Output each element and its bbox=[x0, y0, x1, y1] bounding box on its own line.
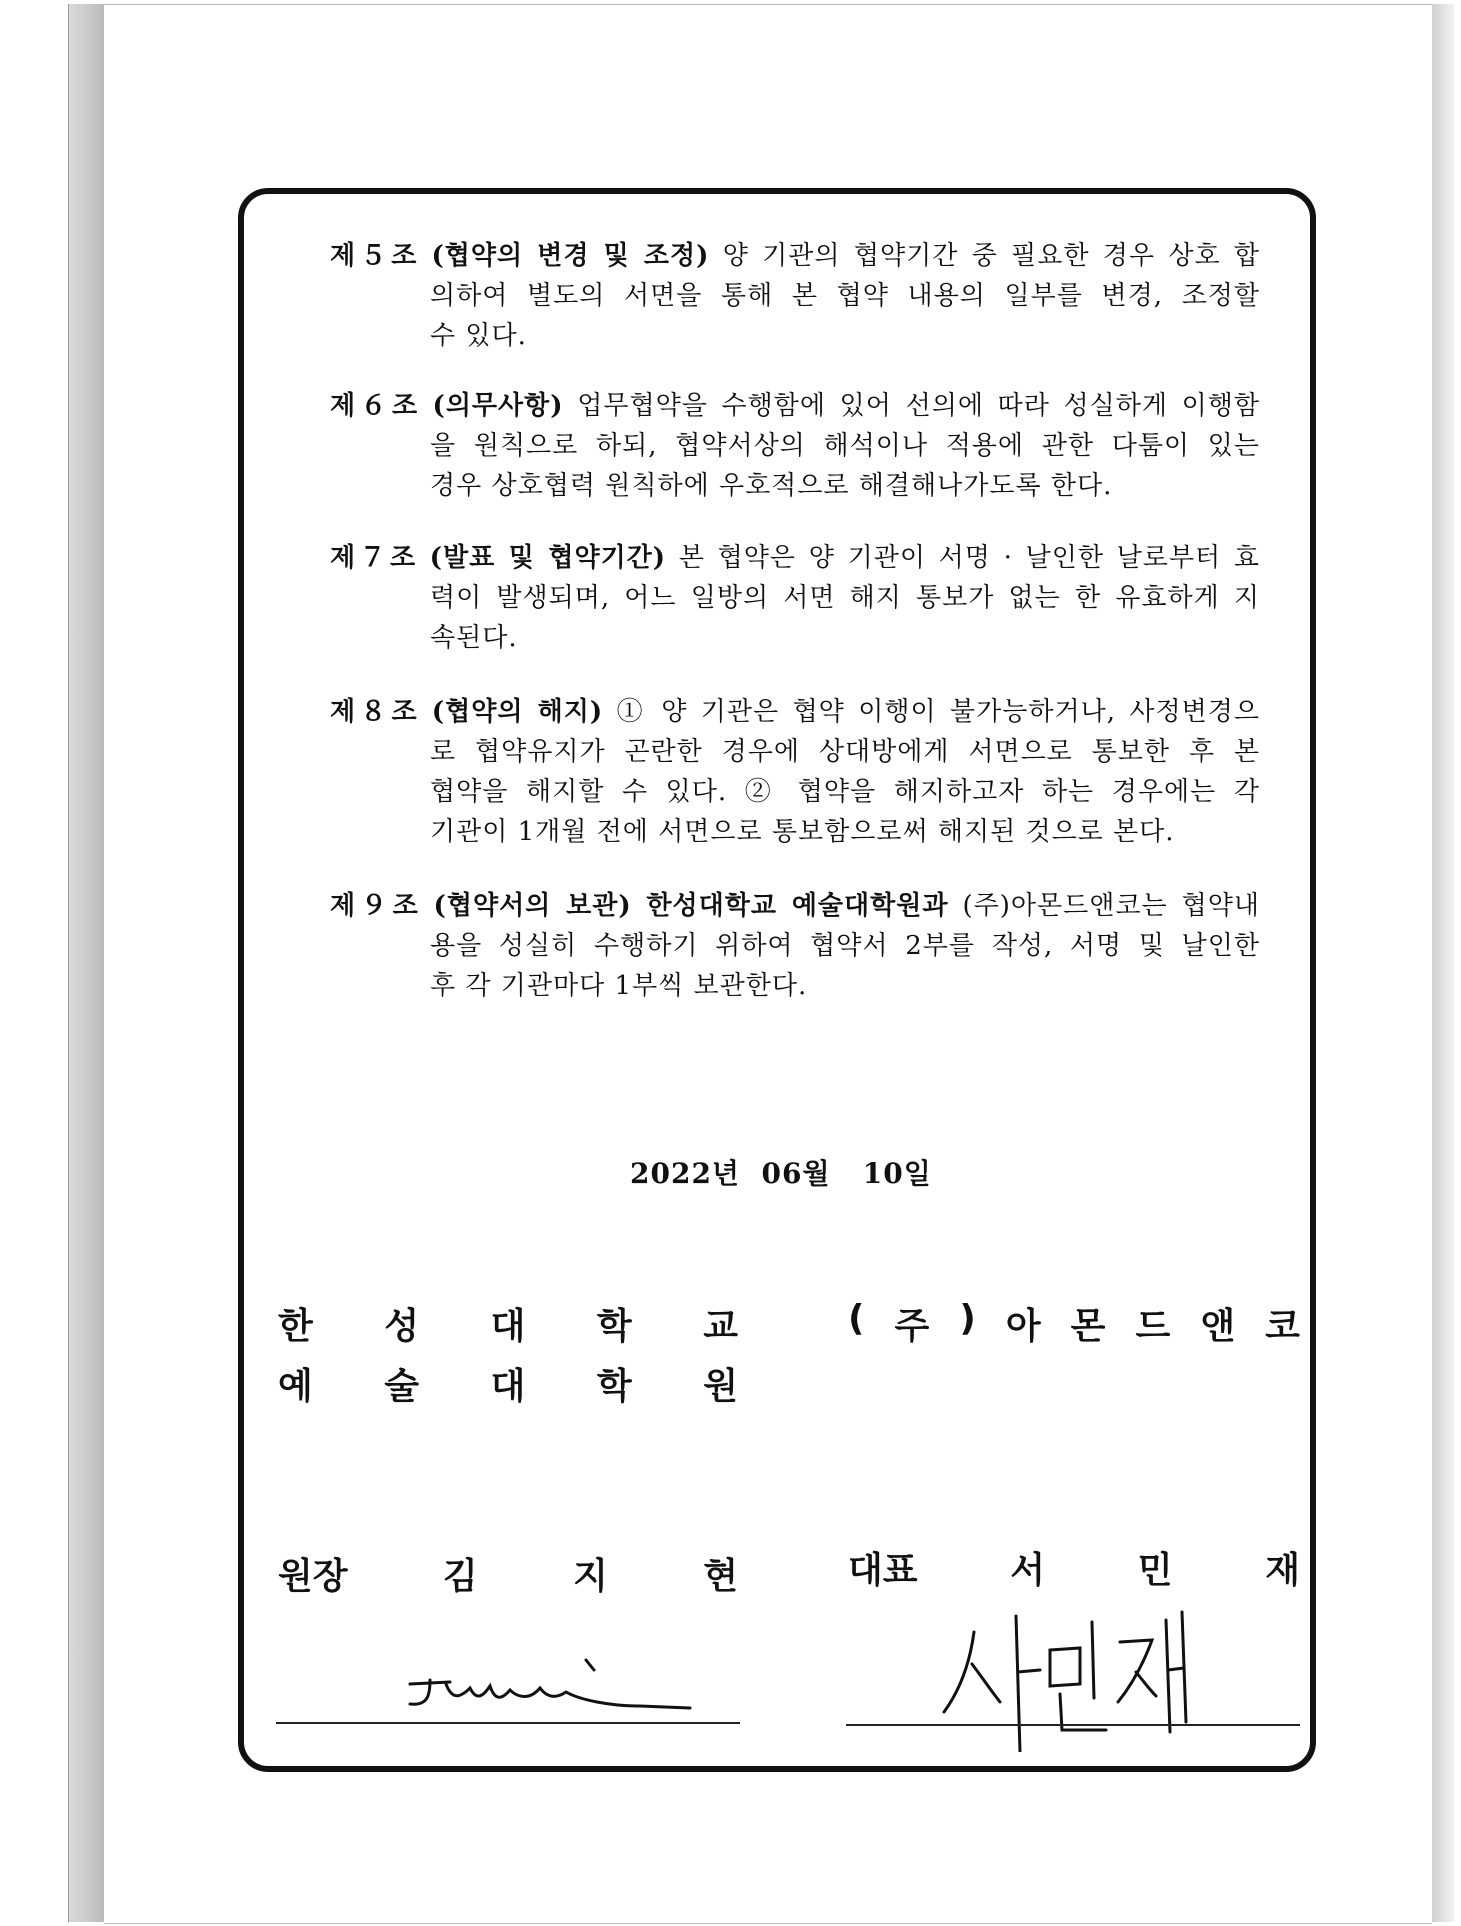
binding-spine bbox=[68, 4, 106, 1922]
party-left-char: 현 bbox=[703, 1556, 738, 1597]
party-right-char: 드 bbox=[1135, 1306, 1171, 1347]
party-left-char: 원 bbox=[703, 1366, 738, 1407]
article-7-heading: 제７조 (발표 및 협약기간) bbox=[330, 543, 667, 573]
article-8-line1: ① 양 기관은 협약 이행이 불가능하거나, 사정변경으 bbox=[616, 697, 1260, 727]
article-9-line2: 용을 성실히 수행하기 위하여 협약서 2부를 작성, 서명 및 날인한 bbox=[430, 931, 1260, 961]
signature-left-icon bbox=[390, 1640, 710, 1720]
article-9-heading: 제９조 (협약서의 보관) 한성대학교 예술대학원과 bbox=[330, 891, 949, 921]
party-right-char: 서 bbox=[1010, 1550, 1046, 1591]
article-7-line3: 속된다. bbox=[430, 623, 518, 653]
article-8-line2: 로 협약유지가 곤란한 경우에 상대방에게 서면으로 통보한 후 본 bbox=[430, 737, 1260, 767]
article-6-line1: 업무협약을 수행함에 있어 선의에 따라 성실하게 이행함 bbox=[577, 391, 1261, 421]
article-8-heading: 제８조 (협약의 해지) bbox=[330, 697, 604, 727]
article-5-line2: 의하여 별도의 서면을 통해 본 협약 내용의 일부를 변경, 조정할 bbox=[430, 281, 1260, 311]
signature-line-left bbox=[276, 1722, 740, 1724]
article-9-line3: 후 각 기관마다 1부씩 보관한다. bbox=[430, 971, 808, 1001]
party-left-char: 지 bbox=[573, 1556, 608, 1597]
party-left-char: 학 bbox=[596, 1366, 632, 1407]
party-right-char: ) bbox=[959, 1298, 976, 1339]
party-left-representative bbox=[278, 1548, 738, 1599]
party-left-char: 예 bbox=[278, 1366, 313, 1407]
party-left-char: 한 bbox=[278, 1306, 313, 1347]
party-left-char: 성 bbox=[384, 1306, 420, 1347]
party-left-char: 김 bbox=[442, 1556, 478, 1597]
party-right-char: 재 bbox=[1265, 1550, 1300, 1591]
party-left-name-line2 bbox=[278, 1358, 738, 1409]
article-8 bbox=[330, 692, 1260, 852]
agreement-date: 2022년 06월 10일 bbox=[630, 1157, 932, 1190]
party-left-char: 학 bbox=[596, 1306, 632, 1347]
party-right-representative bbox=[848, 1542, 1300, 1593]
article-6-heading: 제６조 (의무사항) bbox=[330, 391, 564, 421]
party-left-char: 대 bbox=[490, 1306, 526, 1347]
party-left-char: 술 bbox=[384, 1366, 420, 1407]
article-8-line4: 기관이 1개월 전에 서면으로 통보함으로써 해지된 것으로 본다. bbox=[430, 817, 1175, 847]
party-left-char: 대 bbox=[490, 1366, 526, 1407]
party-left-title: 원장 bbox=[278, 1556, 348, 1597]
article-9-line1: (주)아몬드앤코는 협약내 bbox=[962, 891, 1260, 921]
page-shadow bbox=[1432, 4, 1454, 1922]
party-right-char: 민 bbox=[1137, 1550, 1173, 1591]
party-right-char: ( bbox=[848, 1298, 865, 1339]
party-right-name bbox=[848, 1298, 1300, 1349]
party-right-char: 코 bbox=[1265, 1306, 1300, 1347]
party-left-name-line1 bbox=[278, 1298, 738, 1349]
article-7 bbox=[330, 538, 1260, 658]
article-8-line3: 협약을 해지할 수 있다. ② 협약을 해지하고자 하는 경우에는 각 bbox=[430, 777, 1260, 807]
party-right-char: 몬 bbox=[1070, 1306, 1106, 1347]
signature-right-icon bbox=[930, 1602, 1200, 1752]
article-5-heading: 제５조 (협약의 변경 및 조정) bbox=[330, 241, 710, 271]
article-9 bbox=[330, 886, 1260, 1006]
party-right-char: 아 bbox=[1005, 1306, 1041, 1347]
party-left-char: 교 bbox=[703, 1306, 738, 1347]
article-6-line2: 을 원칙으로 하되, 협약서상의 해석이나 적용에 관한 다툼이 있는 bbox=[430, 431, 1260, 461]
article-7-line1: 본 협약은 양 기관이 서명 · 날인한 날로부터 효 bbox=[678, 543, 1260, 573]
party-right-char: 주 bbox=[894, 1306, 930, 1347]
article-5-line1: 양 기관의 협약기간 중 필요한 경우 상호 합 bbox=[722, 241, 1261, 271]
signature-line-right bbox=[846, 1724, 1300, 1726]
article-5-line3: 수 있다. bbox=[430, 321, 527, 351]
article-5 bbox=[330, 236, 1260, 356]
party-right-char: 앤 bbox=[1200, 1306, 1236, 1347]
article-6-line3: 경우 상호협력 원칙하에 우호적으로 해결해나가도록 한다. bbox=[430, 471, 1113, 501]
article-6 bbox=[330, 386, 1260, 506]
article-7-line2: 력이 발생되며, 어느 일방의 서면 해지 통보가 없는 한 유효하게 지 bbox=[430, 583, 1260, 613]
party-right-title: 대표 bbox=[848, 1550, 918, 1591]
